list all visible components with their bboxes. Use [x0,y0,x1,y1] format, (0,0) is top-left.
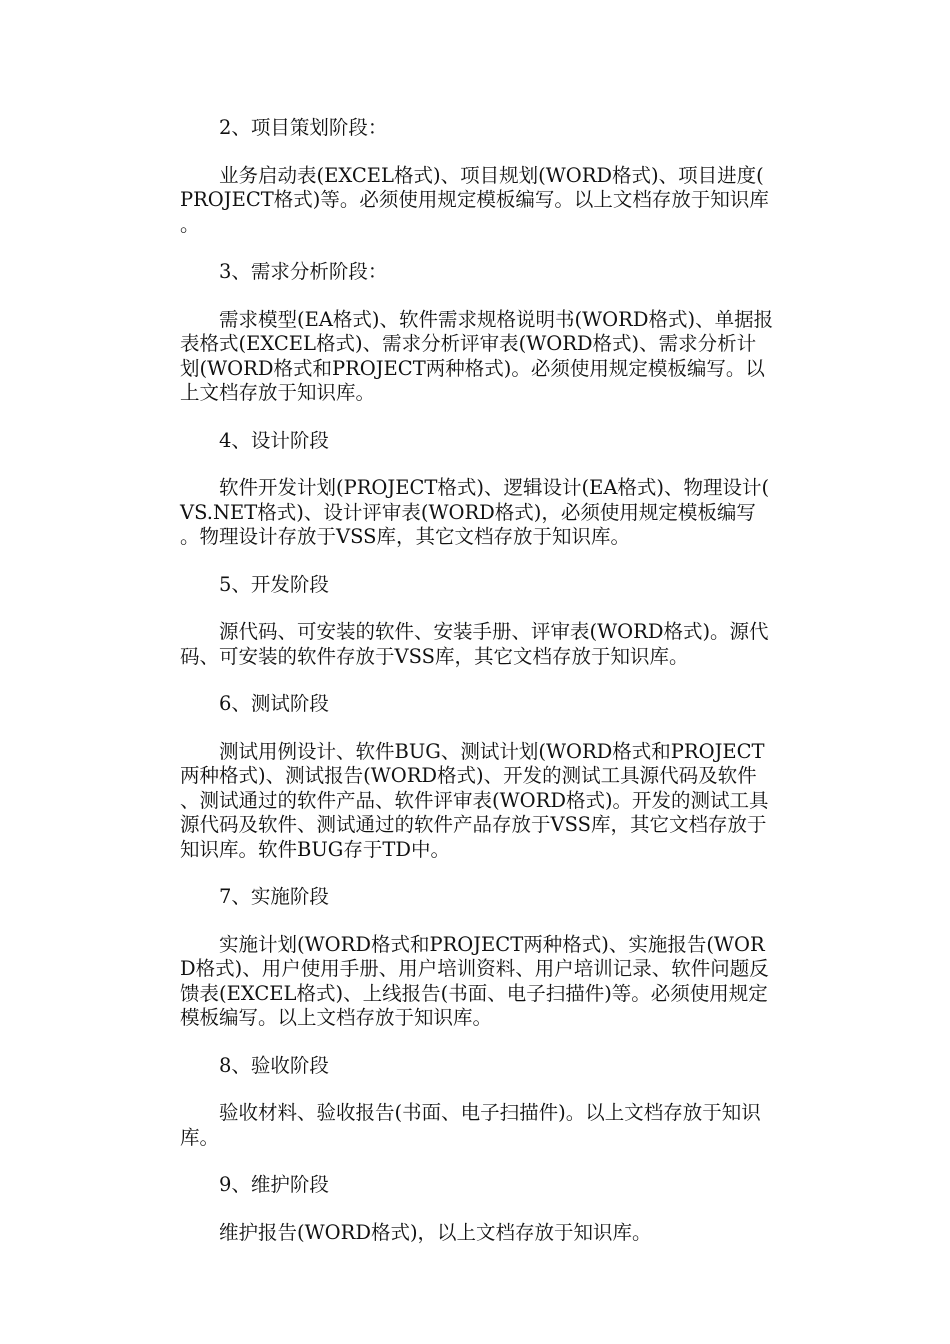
section-body: 实施计划(WORD格式和PROJECT两种格式)、实施报告(WORD格式)、用户使用手册、用户培训资料、用户培训记录、软件问题反馈表(EXCEL格式)、上线报告(书面、电子扫描件)等。必须使用规定模板编写。以上文档存放于知识库。 [180,932,769,1029]
section-heading: 3、需求分析阶段： [219,260,388,283]
section-development [180,573,774,670]
document-page [180,116,774,1268]
section-heading: 2、项目策划阶段： [219,116,388,139]
section-body: 需求模型(EA格式)、软件需求规格说明书(WORD格式)、单据报表格式(EXCEL格式)、需求分析评审表(WORD格式)、需求分析计划(WORD格式和PROJECT两种格式)。必须使用规定模板编写。以上文档存放于知识库。 [180,307,774,404]
section-acceptance [180,1054,774,1151]
section-heading: 5、开发阶段 [219,572,329,596]
section-body: 维护报告(WORD格式)，以上文档存放于知识库。 [219,1220,652,1244]
section-testing [180,692,774,862]
section-body: 验收材料、验收报告(书面、电子扫描件)。以上文档存放于知识库。 [180,1101,761,1149]
section-body: 软件开发计划(PROJECT格式)、逻辑设计(EA格式)、物理设计(VS.NET格式)、设计评审表(WORD格式)，必须使用规定模板编写。物理设计存放于VSS库，其它文档存放于知识库。 [180,476,770,548]
section-heading: 4、设计阶段 [219,428,329,452]
section-body: 源代码、可安装的软件、安装手册、评审表(WORD格式)。源代码、可安装的软件存放于VSS库，其它文档存放于知识库。 [180,620,769,668]
section-heading: 7、实施阶段 [219,885,329,908]
section-body: 测试用例设计、软件BUG、测试计划(WORD格式和PROJECT两种格式)、测试报告(WORD格式)、开发的测试工具源代码及软件、测试通过的软件产品、软件评审表(WORD格式)。开发的测试工具源代码及软件、测试通过的软件产品存放于VSS库，其它文档存放于知识库。软件BUG存于TD中。 [180,739,769,861]
section-design [180,429,774,550]
section-project-planning [180,116,774,237]
section-maintenance [180,1173,774,1245]
section-heading: 6、测试阶段 [219,692,329,715]
section-heading: 9、维护阶段 [219,1173,329,1196]
section-heading: 8、验收阶段 [219,1053,329,1077]
section-implementation [180,885,774,1031]
section-requirements-analysis [180,260,774,406]
section-body: 业务启动表(EXCEL格式)、项目规划(WORD格式)、项目进度(PROJECT格式)等。必须使用规定模板编写。以上文档存放于知识库。 [180,163,769,236]
